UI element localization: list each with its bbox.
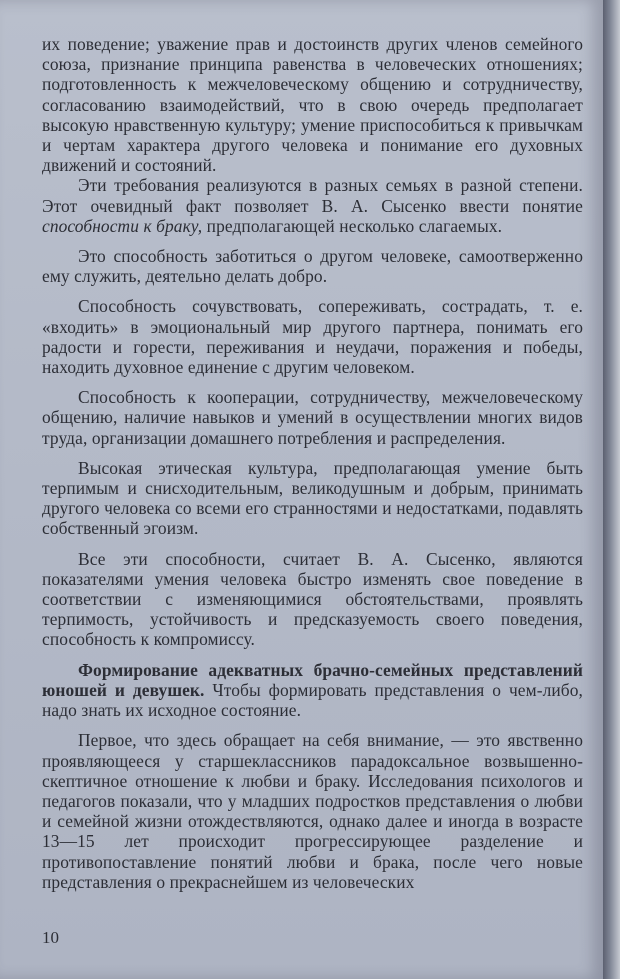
paragraph-cooperation: Способность к кооперации, сотрудничеству, межчеловеческому общению, наличие навыков и умений в осуществлении многих видов труда, организации домашнего потребления и распределения. [42, 387, 583, 448]
paragraph-care: Это способность заботиться о другом человеке, самоотверженно ему служить, деятельно делать добро. [42, 246, 583, 287]
italic-term: способности к браку, [42, 215, 203, 236]
paragraph-text: Эти требования реализуются в разных семьях в разной степени. Этот очевидный факт позволяет В. А. Сысенко ввести понятие [42, 175, 583, 216]
paragraph-continued: их поведение; уважение прав и достоинств других членов семейного союза, признание принципа равенства в человеческих отношениях; подготовленность к межчеловеческому общению и сотрудничеству, согласованию взаимодействий, что в свою очередь предполагает высокую нравственную культуру; умение приспособиться к привычкам и чертам характера другого человека и понимание его духовных движений и состояний. [42, 34, 583, 176]
paragraph-text: предполагающей несколько слагаемых. [202, 215, 503, 236]
book-spine-edge [603, 0, 620, 979]
paragraph-section-start [42, 660, 583, 721]
page-body-text [42, 34, 583, 892]
paragraph-empathy: Способность сочувствовать, сопереживать, сострадать, т. е. «входить» в эмоциональный мир другого партнера, понимать его радости и горести, переживания и неудачи, поражения и победы, находить духовное единение с другим человеком. [42, 296, 583, 378]
paragraph-requirements [42, 175, 583, 236]
paragraph-ethics: Высокая этическая культура, предполагающая умение быть терпимым и снисходительным, великодушным и добрым, принимать другого человека со всеми его странностями и недостатками, подавлять собственный эгоизм. [42, 457, 583, 539]
section-heading: Формирование адекватных брачно-семейных представлений юношей и девушек. [42, 659, 583, 700]
page-number: 10 [42, 928, 59, 947]
paragraph-text: Чтобы формировать представления о чем-либо, надо знать их исходное состояние. [42, 679, 583, 721]
paragraph-first-observation: Первое, что здесь обращает на себя внимание, — это явственно проявляющееся у старшеклассников парадоксальное возвышенно-скептичное отношение к любви и браку. Исследования психологов и педагогов показали, что у младших подростков представления о любви и семейной жизни отождествляются, однако далее и иногда в возрасте 13—15 лет происходит прогрессирующее разделение и противопоставление понятий любви и брака, после чего новые представления о прекраснейшем из человеческих [42, 730, 583, 892]
paragraph-summary: Все эти способности, считает В. А. Сысенко, являются показателями умения человека быстро изменять свое поведение в соответствии с изменяющимися обстоятельствами, проявлять терпимость, устойчивость и предсказуемость своего поведения, способность к компромиссу. [42, 548, 583, 650]
